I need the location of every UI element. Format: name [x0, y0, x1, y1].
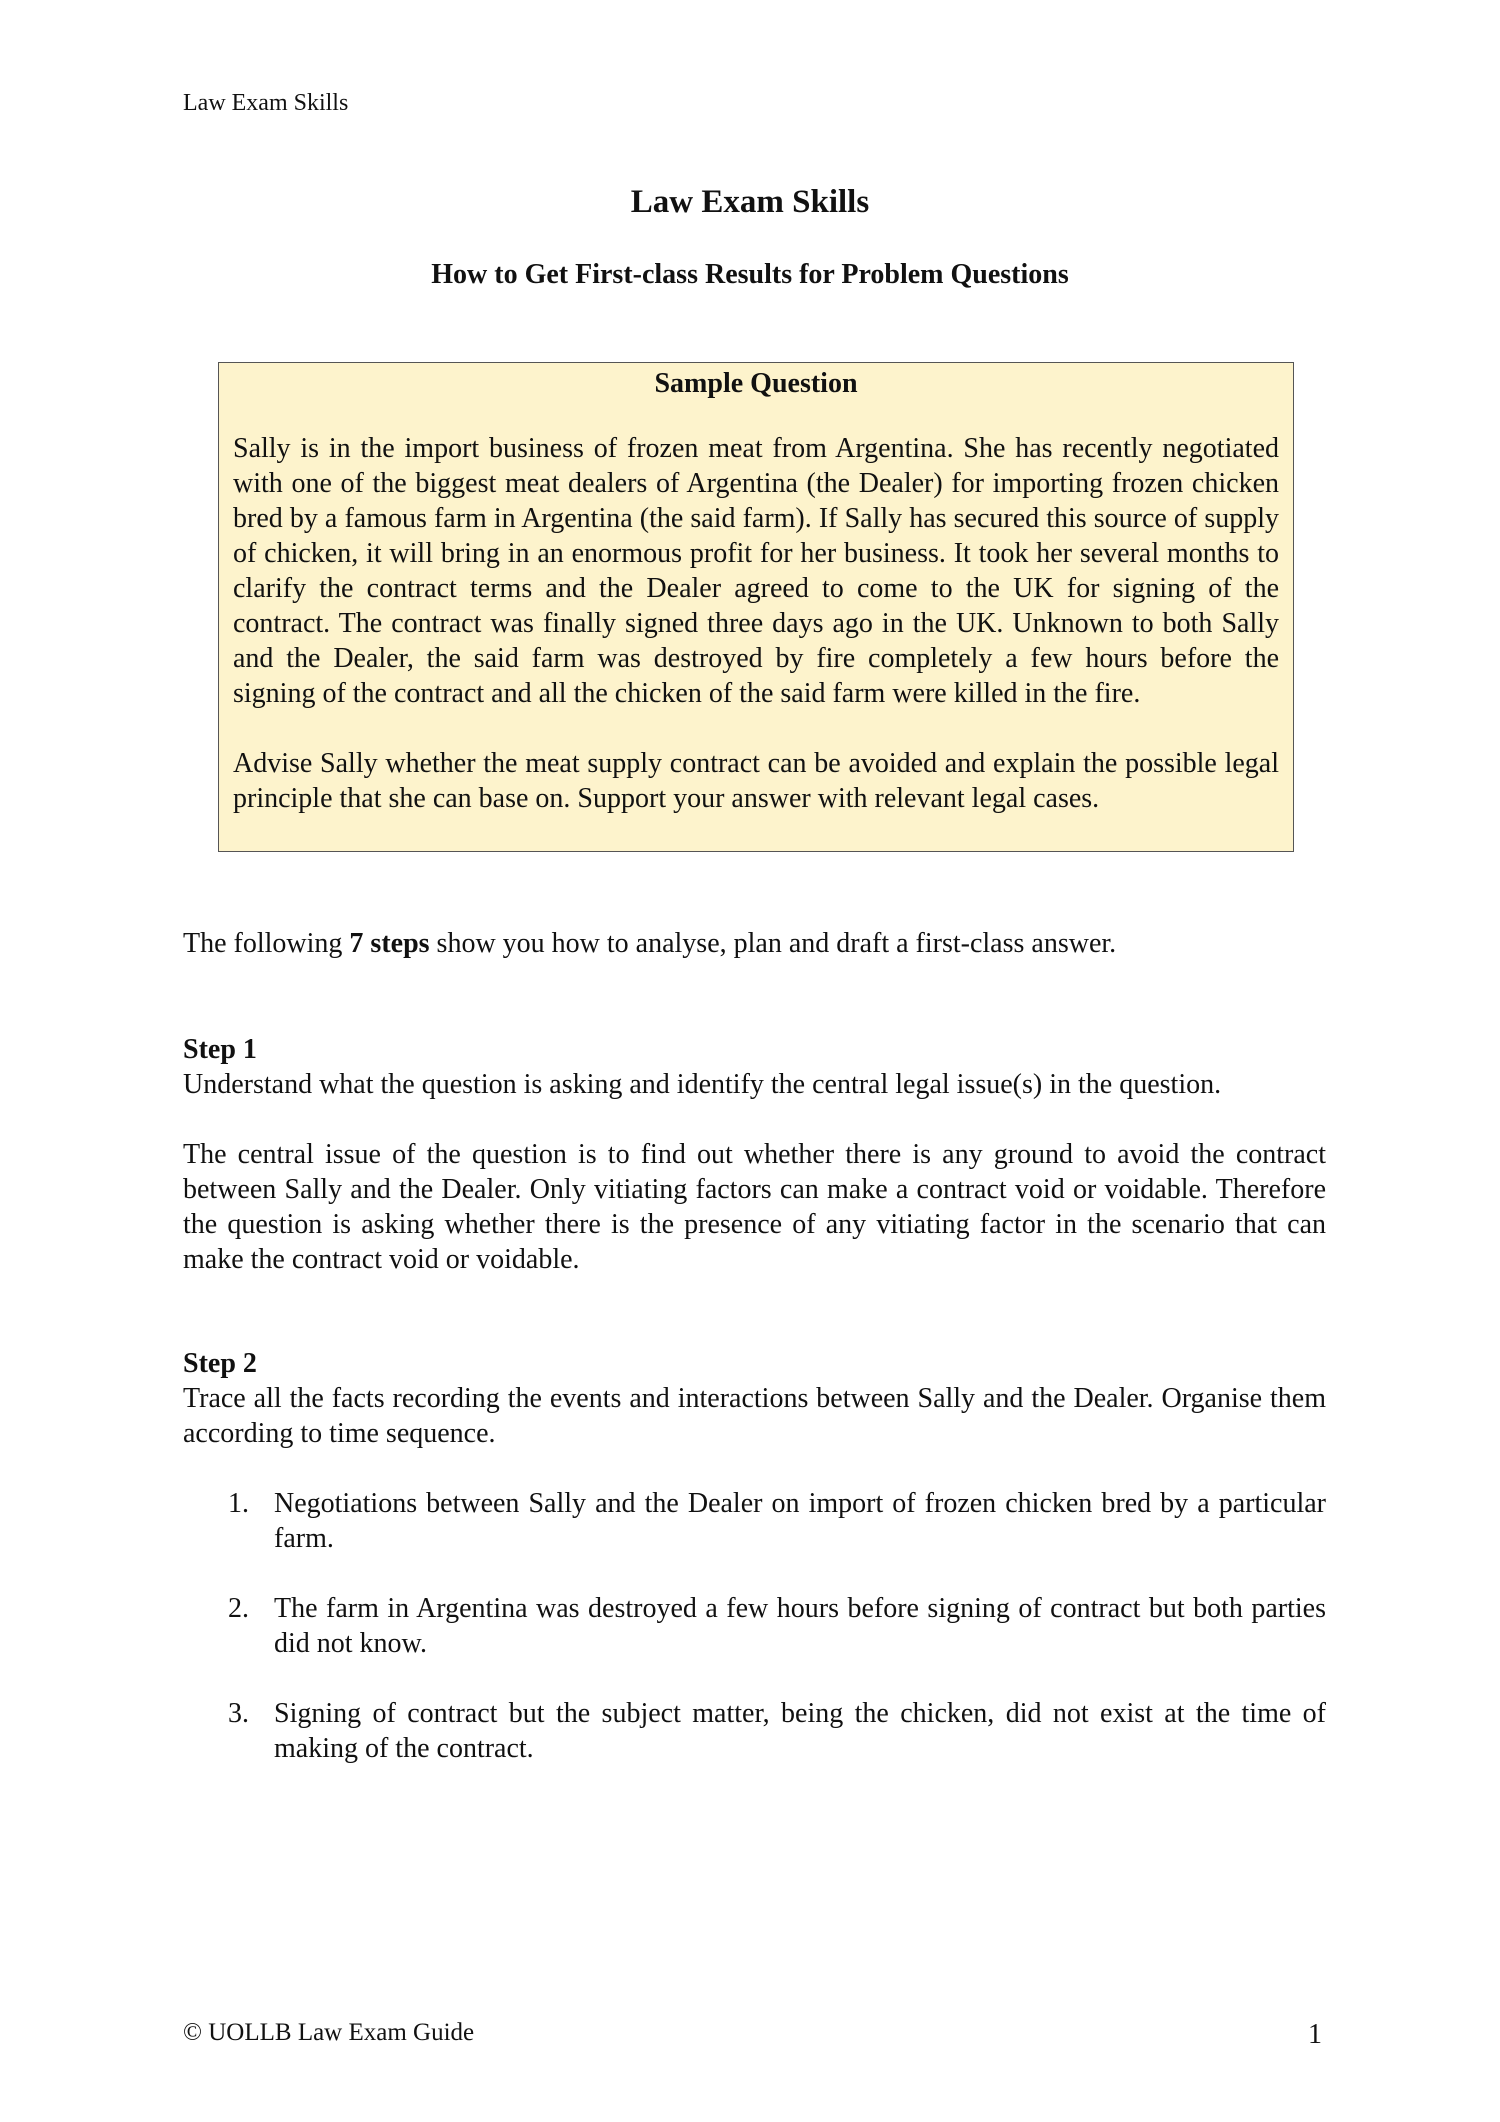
document-subtitle: How to Get First-class Results for Problem Questions [431, 259, 1069, 290]
step-1-instruction: Understand what the question is asking and identify the central legal issue(s) in the question. [183, 1069, 1222, 1100]
sample-question-task: Advise Sally whether the meat supply contract can be avoided and explain the possible legal principle that she can base on. Support your answer with relevant legal cases. [233, 748, 1279, 814]
step-1-explanation: The central issue of the question is to find out whether there is any ground to avoid the contract between Sally and the Dealer. Only vitiating factors can make a contract void or voidable. Therefore the question is asking whether there is the presence of any vitiating factor in the scenario that can make the contract void or voidable. [183, 1139, 1326, 1275]
intro-text-after: show you how to analyse, plan and draft a first-class answer. [429, 928, 1117, 959]
sample-question-heading: Sample Question [654, 368, 858, 399]
facts-list [183, 1486, 1326, 1766]
intro-text-before: The following [183, 928, 350, 959]
list-item-number: 1. [228, 1488, 249, 1519]
list-item-text: Negotiations between Sally and the Dealer on import of frozen chicken bred by a particular farm. [274, 1488, 1326, 1554]
step-2-instruction: Trace all the facts recording the events and interactions between Sally and the Dealer. Organise them according to time sequence. [183, 1383, 1326, 1449]
running-header: Law Exam Skills [183, 90, 349, 116]
step-2-section [183, 1346, 1326, 1801]
list-item [183, 1696, 1326, 1766]
list-item-text: Signing of contract but the subject matter, being the chicken, did not exist at the time of making of the contract. [274, 1698, 1326, 1764]
sample-question-box [218, 362, 1294, 852]
intro-steps-count: 7 steps [349, 928, 430, 959]
step-2-heading: Step 2 [183, 1348, 257, 1379]
list-item-text: The farm in Argentina was destroyed a few hours before signing of contract but both parties did not know. [274, 1593, 1326, 1659]
document-title: Law Exam Skills [630, 184, 870, 220]
list-item-number: 3. [228, 1698, 249, 1729]
list-item [183, 1486, 1326, 1556]
list-item-number: 2. [228, 1593, 249, 1624]
intro-paragraph [183, 926, 1326, 961]
footer-copyright: © UOLLB Law Exam Guide [183, 2019, 475, 2046]
page-number: 1 [1308, 2019, 1322, 2050]
step-1-heading: Step 1 [183, 1034, 257, 1065]
sample-question-scenario: Sally is in the import business of frozen meat from Argentina. She has recently negotiated with one of the biggest meat dealers of Argentina (the Dealer) for importing frozen chicken bred by a famous farm in Argentina (the said farm). If Sally has secured this source of supply of chicken, it will bring in an enormous profit for her business. It took her several months to clarify the contract terms and the Dealer agreed to come to the UK for signing of the contract. The contract was finally signed three days ago in the UK. Unknown to both Sally and the Dealer, the said farm was destroyed by fire completely a few hours before the signing of the contract and all the chicken of the said farm were killed in the fire. [233, 433, 1279, 709]
list-item [183, 1591, 1326, 1661]
step-1-section [183, 1032, 1326, 1277]
